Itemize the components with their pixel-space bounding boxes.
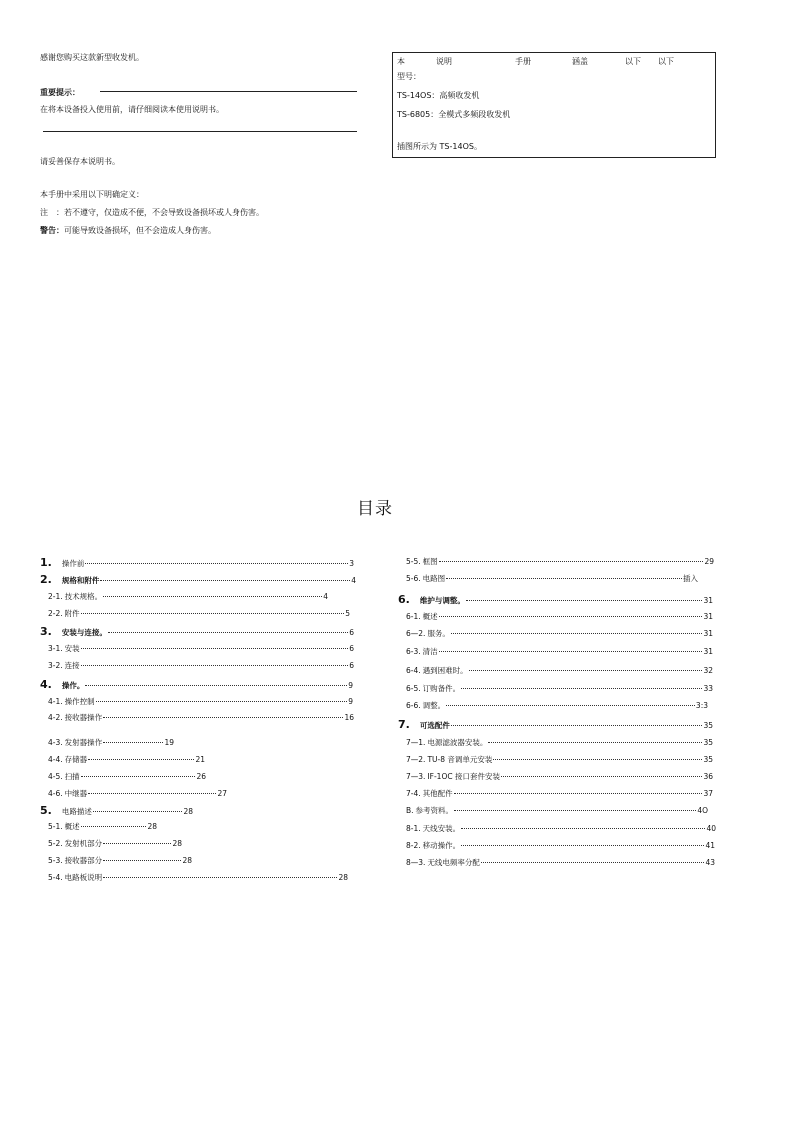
toc-entry[interactable] — [398, 754, 713, 765]
toc-entry[interactable] — [398, 556, 714, 567]
toc-entry-label: 移动操作。 — [422, 841, 461, 850]
toc-entry[interactable] — [398, 840, 715, 851]
thanks-text: 感谢您购买这款新型收发机。 — [40, 53, 144, 62]
toc-leader-dots — [493, 759, 702, 760]
model-box-header-word: 以下 — [625, 57, 641, 66]
warning-definition — [40, 225, 216, 236]
toc-entry[interactable] — [40, 573, 356, 586]
toc-entry-page: 40 — [706, 824, 716, 833]
toc-entry-label: 存储器 — [64, 755, 88, 764]
toc-entry-label: 参考资料。 — [415, 806, 454, 815]
toc-entry-label: 操作。 — [61, 681, 85, 690]
toc-entry-number: 6-4. — [406, 666, 421, 675]
toc-entry-page: 35 — [703, 755, 713, 764]
toc-entry[interactable] — [398, 788, 713, 799]
toc-entry-number: 6-3. — [406, 647, 421, 656]
toc-entry-number: 4-6. — [48, 789, 63, 798]
toc-entry-number: 4-2. — [48, 713, 63, 722]
model-label: 型号： — [397, 72, 421, 81]
toc-entry[interactable] — [40, 625, 354, 638]
toc-entry-number: 6. — [398, 593, 410, 606]
toc-leader-dots — [454, 810, 696, 811]
toc-entry-page: 6 — [349, 661, 354, 670]
toc-entry-page: 43 — [705, 858, 715, 867]
toc-entry[interactable] — [40, 821, 157, 832]
important-text: 在将本设备投入使用前，请仔细阅读本使用说明书。 — [40, 105, 224, 114]
toc-leader-dots — [451, 633, 703, 634]
model-box — [392, 52, 716, 158]
important-title: 重要提示： — [40, 88, 80, 97]
toc-entry[interactable] — [40, 855, 192, 866]
toc-leader-dots — [461, 828, 705, 829]
toc-entry-page: 9 — [348, 681, 353, 690]
toc-entry-label: 概述 — [64, 822, 80, 831]
toc-entry-label: 操作控制 — [64, 697, 95, 706]
toc-entry-number: 6-6. — [406, 701, 421, 710]
toc-entry-number: 7—3. — [406, 772, 426, 781]
note-label: 注 ： — [40, 208, 64, 217]
toc-title: 目录 — [357, 499, 393, 519]
toc-entry-label: IF-1OC 接口套件安装 — [427, 772, 500, 781]
toc-entry-number: 5. — [40, 804, 52, 817]
toc-entry[interactable] — [40, 838, 182, 849]
toc-leader-dots — [85, 685, 347, 686]
toc-entry[interactable] — [398, 823, 716, 834]
toc-entry[interactable] — [398, 593, 713, 606]
toc-entry[interactable] — [398, 700, 708, 711]
toc-entry-number: 4-5. — [48, 772, 63, 781]
important-rule-top — [100, 91, 357, 92]
toc-leader-dots — [81, 776, 196, 777]
toc-entry-number: 5-3. — [48, 856, 63, 865]
toc-entry-page: 31 — [703, 596, 713, 605]
model-line-1: TS-14OS：高频收发机 — [397, 91, 480, 100]
toc-entry-page: 插入 — [683, 574, 698, 583]
toc-entry-label: 安装与连接。 — [61, 628, 107, 637]
toc-entry-number: 5-2. — [48, 839, 63, 848]
toc-entry-page: 6 — [349, 644, 354, 653]
toc-entry-number: 7—2. — [406, 755, 426, 764]
toc-entry-label: 连接 — [64, 661, 80, 670]
toc-leader-dots — [81, 613, 345, 614]
toc-entry-label: 规格和附件 — [61, 576, 100, 585]
toc-left-column — [40, 552, 356, 882]
toc-entry-label: 调整。 — [422, 701, 446, 710]
model-box-header-word: 手册 — [515, 57, 531, 66]
toc-leader-dots — [81, 665, 349, 666]
toc-entry-page: 9 — [348, 697, 353, 706]
toc-leader-dots — [451, 725, 703, 726]
important-rule-bottom — [43, 131, 357, 132]
toc-entry-page: 21 — [195, 755, 205, 764]
toc-leader-dots — [103, 860, 181, 861]
toc-entry-page: 28 — [183, 807, 193, 816]
toc-entry-page: 4 — [323, 592, 328, 601]
toc-entry-page: 28 — [338, 873, 348, 882]
model-box-header-word: 以下 — [658, 57, 674, 66]
toc-entry-page: 33 — [703, 684, 713, 693]
toc-entry[interactable] — [398, 665, 713, 676]
toc-entry-number: 5-1. — [48, 822, 63, 831]
definitions-title: 本手册中采用以下明确定义： — [40, 190, 144, 199]
toc-entry-label: 发射机部分 — [64, 839, 103, 848]
toc-entry[interactable] — [40, 696, 353, 707]
toc-entry-number: 6—2. — [406, 629, 426, 638]
toc-leader-dots — [461, 688, 702, 689]
toc-entry[interactable] — [40, 591, 328, 602]
toc-entry-page: 5 — [345, 609, 350, 618]
model-line-2: TS-6805：全模式多频段收发机 — [397, 110, 511, 119]
toc-entry-page: 4 — [351, 576, 356, 585]
toc-entry-label: 技术规格。 — [64, 592, 103, 601]
toc-entry-page: 31 — [703, 647, 713, 656]
toc-leader-dots — [85, 563, 348, 564]
toc-entry-number: 1. — [40, 556, 52, 569]
toc-entry[interactable] — [40, 771, 206, 782]
toc-entry[interactable] — [40, 643, 354, 654]
toc-entry-label: TU-8 音调单元安装 — [427, 755, 493, 764]
toc-entry[interactable] — [398, 611, 713, 622]
toc-entry[interactable] — [398, 683, 713, 694]
toc-entry-page: 28 — [172, 839, 182, 848]
toc-entry-label: 电路板说明 — [64, 873, 103, 882]
toc-leader-dots — [103, 843, 171, 844]
toc-entry-label: 其他配件 — [422, 789, 453, 798]
toc-entry-page: 37 — [703, 789, 713, 798]
toc-entry-label: 遇到困难时。 — [422, 666, 468, 675]
toc-entry-page: 28 — [182, 856, 192, 865]
toc-entry-number: 6-1. — [406, 612, 421, 621]
toc-entry-label: 扫描 — [64, 772, 80, 781]
toc-entry-number: 7—1. — [406, 738, 426, 747]
toc-entry-page: 4O — [697, 806, 708, 815]
toc-entry-number: 8—3. — [406, 858, 426, 867]
toc-entry-label: 可选配件 — [419, 721, 450, 730]
toc-entry-page: 19 — [164, 738, 174, 747]
toc-entry-label: 发射器操作 — [64, 738, 103, 747]
toc-entry[interactable] — [398, 771, 713, 782]
toc-entry[interactable] — [398, 628, 713, 639]
toc-leader-dots — [81, 648, 349, 649]
toc-leader-dots — [439, 561, 704, 562]
toc-leader-dots — [469, 670, 703, 671]
toc-leader-dots — [439, 651, 703, 652]
toc-entry-page: 41 — [705, 841, 715, 850]
toc-leader-dots — [446, 578, 682, 579]
toc-entry-label: 接收器部分 — [64, 856, 103, 865]
toc-entry-number: 3-1. — [48, 644, 63, 653]
toc-entry[interactable] — [398, 737, 713, 748]
toc-entry-label: 操作前 — [61, 559, 85, 568]
toc-entry-number: 5-4. — [48, 873, 63, 882]
toc-entry-page: 27 — [217, 789, 227, 798]
toc-entry-number: 4-1. — [48, 697, 63, 706]
warning-label: 警告： — [40, 226, 64, 235]
toc-leader-dots — [481, 862, 705, 863]
toc-entry[interactable] — [398, 646, 713, 657]
toc-entry[interactable] — [40, 608, 350, 619]
toc-entry-number: 4-4. — [48, 755, 63, 764]
note-definition — [40, 207, 264, 218]
toc-leader-dots — [501, 776, 702, 777]
toc-entry-label: 中继器 — [64, 789, 88, 798]
toc-entry-number: 2-2. — [48, 609, 63, 618]
toc-leader-dots — [100, 580, 350, 581]
model-box-header-word: 本 — [397, 57, 405, 66]
toc-entry[interactable] — [40, 712, 354, 723]
toc-entry-number: B. — [406, 806, 414, 815]
toc-entry-page: 16 — [344, 713, 354, 722]
toc-entry[interactable] — [40, 678, 353, 691]
toc-entry-label: 概述 — [422, 612, 438, 621]
toc-entry-label: 天线安装。 — [422, 824, 461, 833]
toc-entry-page: 32 — [703, 666, 713, 675]
toc-leader-dots — [81, 826, 147, 827]
toc-entry[interactable] — [40, 754, 205, 765]
toc-entry-number: 8-2. — [406, 841, 421, 850]
toc-leader-dots — [439, 616, 703, 617]
toc-entry-label: 电路描述 — [61, 807, 92, 816]
toc-leader-dots — [88, 793, 216, 794]
toc-leader-dots — [461, 845, 704, 846]
toc-entry-number: 2. — [40, 573, 52, 586]
toc-entry-page: 3 — [349, 559, 354, 568]
toc-entry-label: 安装 — [64, 644, 80, 653]
toc-entry-number: 7-4. — [406, 789, 421, 798]
toc-leader-dots — [454, 793, 703, 794]
model-box-header-word: 说明 — [436, 57, 452, 66]
toc-entry[interactable] — [40, 788, 227, 799]
toc-entry-number: 2-1. — [48, 592, 63, 601]
toc-entry[interactable] — [398, 718, 713, 731]
toc-entry-page: 6 — [349, 628, 354, 637]
toc-entry-number: 6-5. — [406, 684, 421, 693]
toc-right-column — [398, 552, 714, 882]
toc-entry-page: 35 — [703, 738, 713, 747]
toc-leader-dots — [488, 742, 702, 743]
toc-entry-number: 3-2. — [48, 661, 63, 670]
toc-leader-dots — [88, 759, 194, 760]
note-text: 若不遵守，仅造成不便，不会导致设备损坏或人身伤害。 — [64, 208, 264, 217]
toc-entry-label: 电路图 — [422, 574, 446, 583]
toc-leader-dots — [103, 742, 163, 743]
toc-entry-page: 3:3 — [695, 701, 708, 710]
toc-leader-dots — [103, 877, 337, 878]
toc-entry-label: 电源滤波器安装。 — [427, 738, 488, 747]
toc-entry-label: 接收器操作 — [64, 713, 103, 722]
toc-entry[interactable] — [40, 660, 354, 671]
toc-entry-page: 28 — [147, 822, 157, 831]
toc-entry-number: 7. — [398, 718, 410, 731]
model-box-header-word: 涵盖 — [572, 57, 588, 66]
toc-entry[interactable] — [40, 872, 348, 883]
toc-entry-number: 5-5. — [406, 557, 421, 566]
toc-entry-number: 3. — [40, 625, 52, 638]
toc-entry-page: 35 — [703, 721, 713, 730]
toc-entry[interactable] — [40, 556, 354, 569]
toc-entry-label: 附件 — [64, 609, 80, 618]
toc-leader-dots — [466, 600, 703, 601]
toc-leader-dots — [96, 701, 348, 702]
toc-entry-number: 4-3. — [48, 738, 63, 747]
toc-entry[interactable] — [398, 857, 715, 868]
toc-entry-number: 5-6. — [406, 574, 421, 583]
toc-entry-label: 清洁 — [422, 647, 438, 656]
toc-entry-label: 框图 — [422, 557, 438, 566]
toc-entry-label: 维护与调整。 — [419, 596, 465, 605]
toc-entry-number: 8-1. — [406, 824, 421, 833]
toc-entry-label: 订购备件。 — [422, 684, 461, 693]
toc-leader-dots — [446, 705, 695, 706]
toc-entry-label: 无线电频率分配 — [427, 858, 480, 867]
toc-entry[interactable] — [398, 573, 698, 584]
illustration-note: 插图所示为 TS-14OS。 — [397, 142, 482, 151]
toc-entry-page: 31 — [703, 629, 713, 638]
toc-entry-page: 36 — [703, 772, 713, 781]
warning-text: 可能导致设备损坏，但不会造成人身伤害。 — [64, 226, 216, 235]
toc-leader-dots — [108, 632, 348, 633]
toc-entry-label: 服务。 — [427, 629, 450, 638]
toc-entry[interactable] — [40, 737, 174, 748]
toc-entry[interactable] — [40, 804, 193, 817]
toc-leader-dots — [103, 596, 322, 597]
toc-entry[interactable] — [398, 805, 708, 816]
toc-entry-page: 26 — [196, 772, 206, 781]
toc-entry-page: 31 — [703, 612, 713, 621]
toc-entry-number: 4. — [40, 678, 52, 691]
toc-leader-dots — [103, 717, 343, 718]
toc-leader-dots — [93, 811, 183, 812]
keep-manual-text: 请妥善保存本说明书。 — [40, 157, 120, 166]
toc-entry-page: 29 — [704, 557, 714, 566]
